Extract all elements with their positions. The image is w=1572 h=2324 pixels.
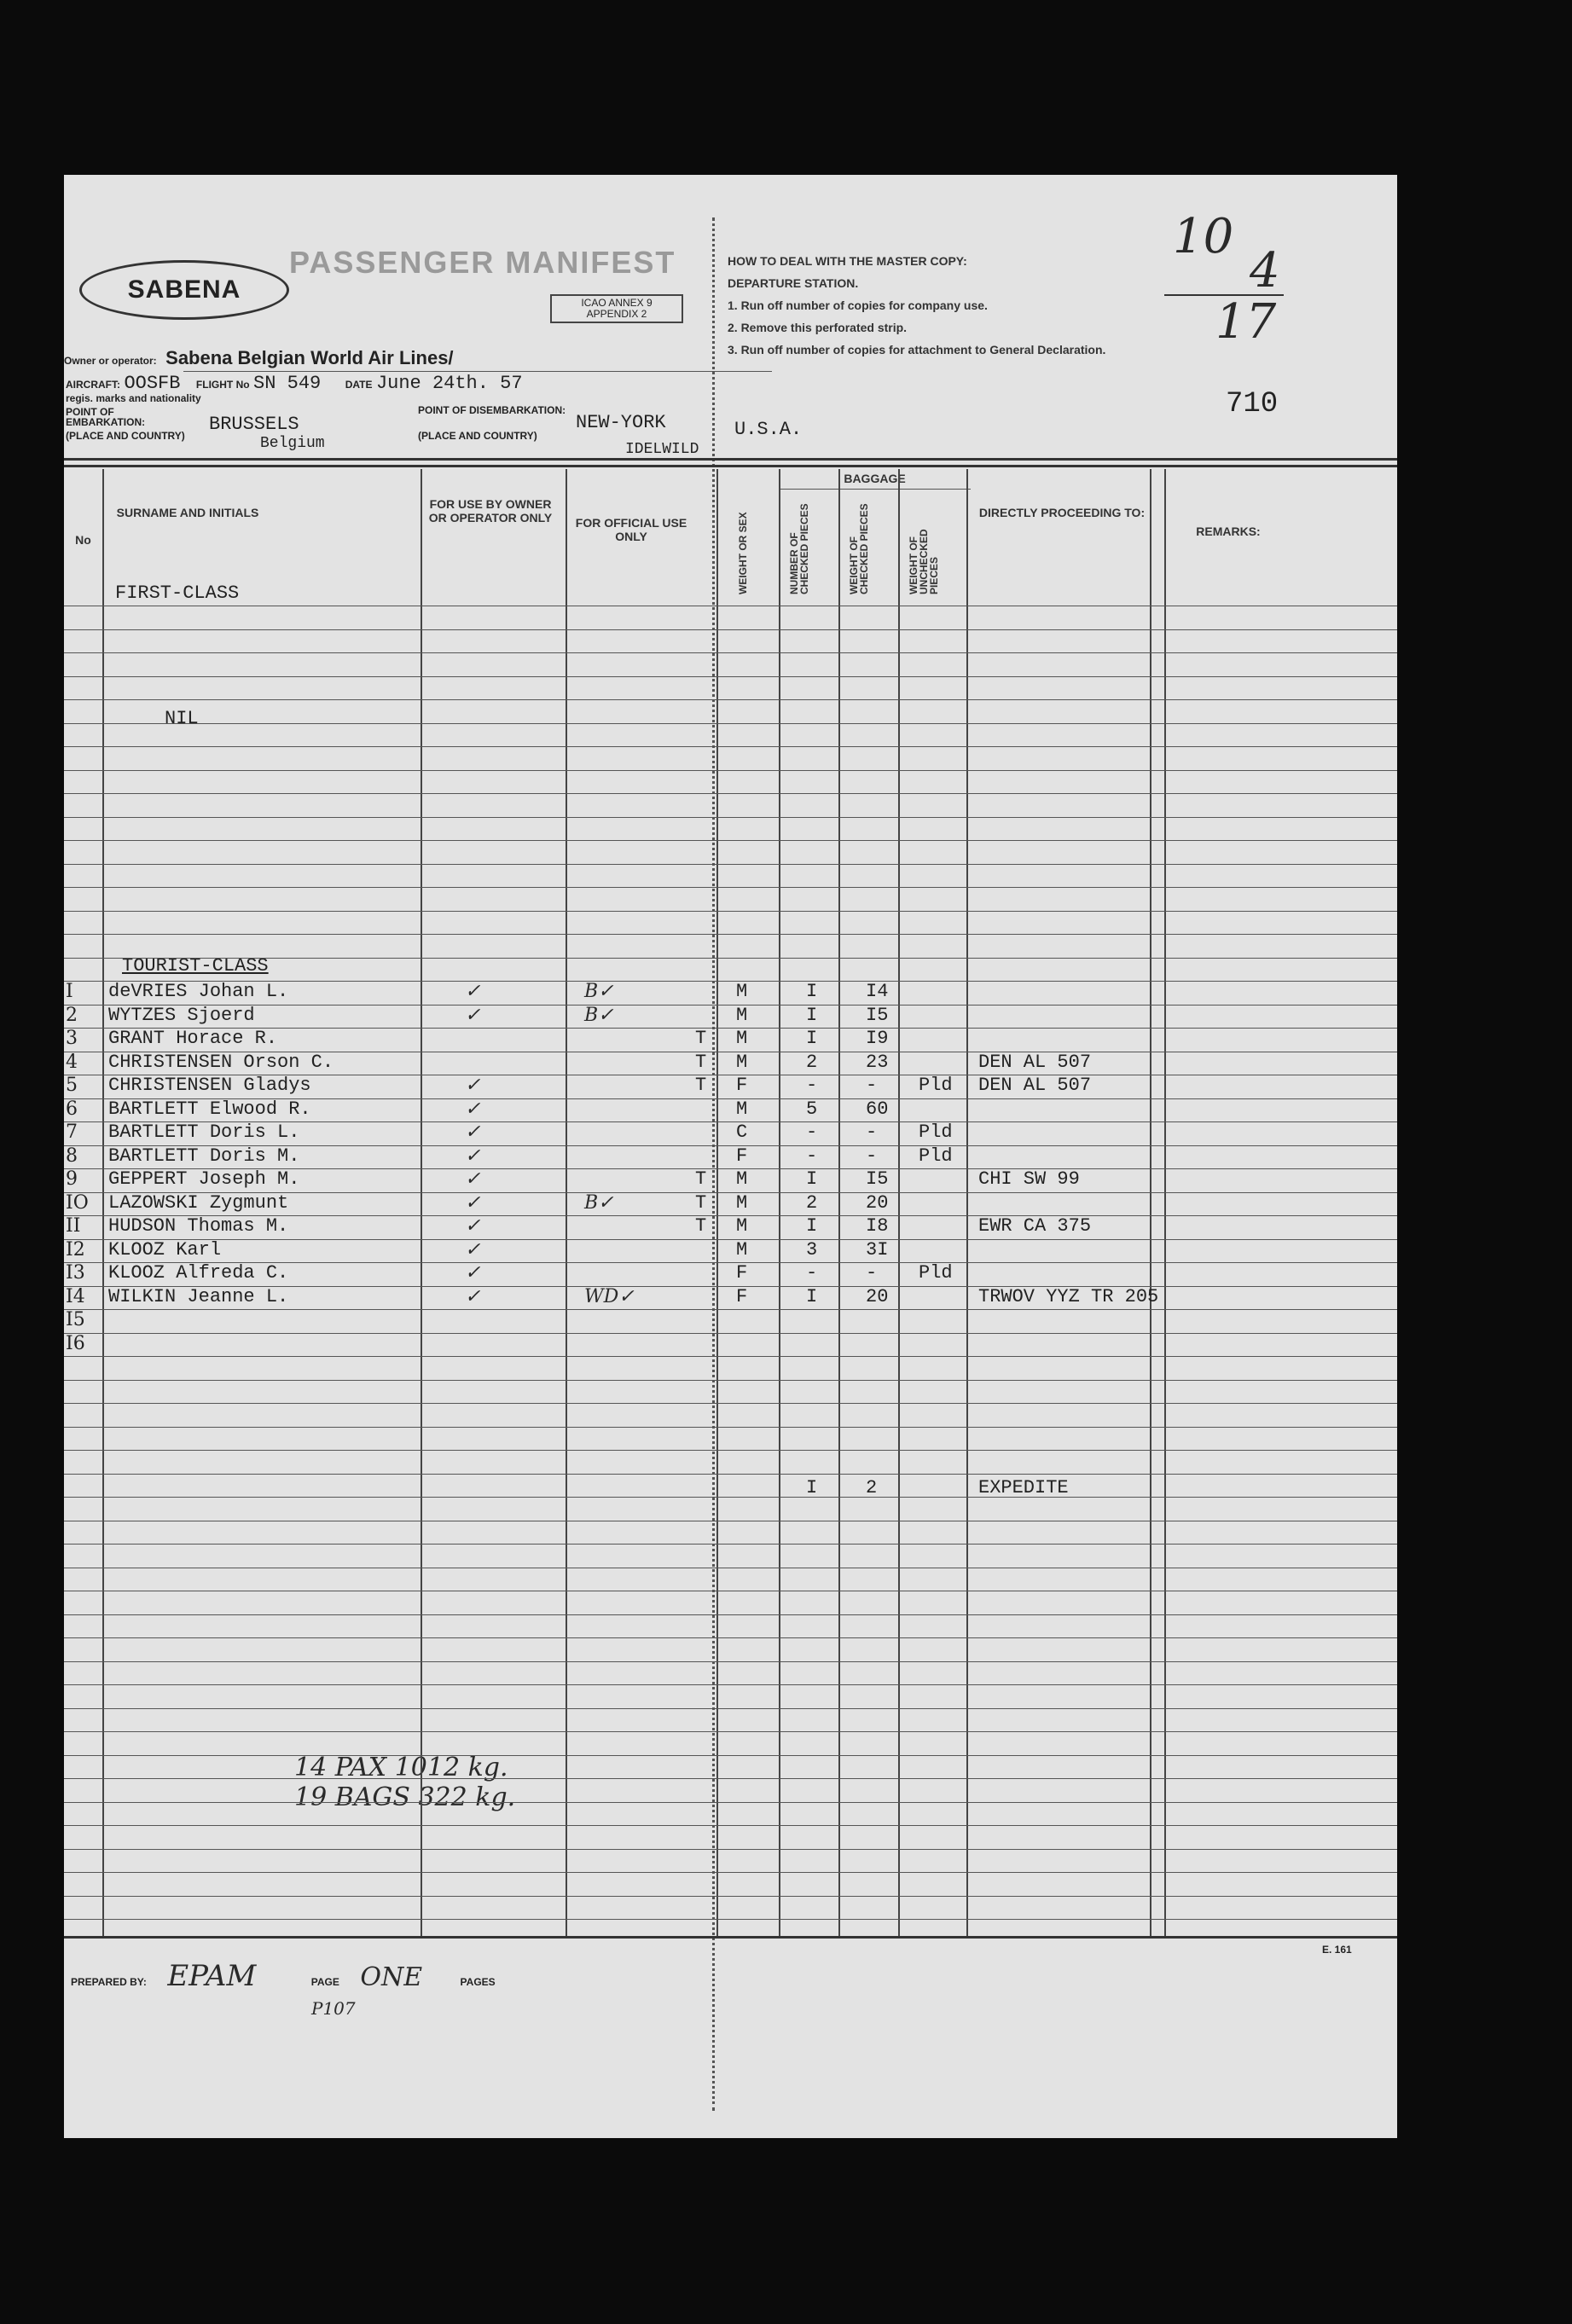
passenger-sex: C xyxy=(736,1121,748,1143)
passenger-sex: M xyxy=(736,1215,748,1237)
prepared-by-value: EPAM xyxy=(167,1959,257,1993)
form-title: PASSENGER MANIFEST xyxy=(289,245,676,280)
owner-check: ✓ xyxy=(465,1215,481,1237)
checked-count: - xyxy=(806,1145,818,1167)
checked-count: I xyxy=(806,1168,818,1190)
owner-value: Sabena Belgian World Air Lines/ xyxy=(165,347,454,368)
checked-count: 2 xyxy=(806,1192,818,1214)
passenger-sex: M xyxy=(736,981,748,1002)
owner-check: ✓ xyxy=(465,981,481,1002)
class-tag: T xyxy=(695,1168,707,1190)
handwritten-4: 4 xyxy=(1250,243,1280,298)
col-baggage-header: BAGGAGE xyxy=(844,472,906,485)
destination: DEN AL 507 xyxy=(978,1052,1092,1073)
total-bags: 19 BAGS 322 kg. xyxy=(294,1782,516,1812)
row-number: 2 xyxy=(66,1005,78,1026)
passenger-name: WILKIN Jeanne L. xyxy=(108,1286,289,1307)
passenger-sex: M xyxy=(736,1192,748,1214)
passenger-sex: F xyxy=(736,1075,748,1096)
manifest-sheet: SABENA PASSENGER MANIFEST ICAO ANNEX 9 APPENDIX 2 Owner or operator: Sabena Belgian World Air Lines/ AIRCRAFT: OOSFB FLIGHT No SN 549 DATE June 24th. 57 regis. marks and nationality POINT OF EMBARKATION: BRUSSELS (PLACE AND COUNTRY) Belgium POINT OF DISEMBARKATION: NEW-YORK (PLACE AND COUNTRY) IDELWILD U.S.A. HOW TO DEAL WITH THE MASTER COPY: DEPARTURE STATION. 1. Run off number of copies for company use. 2. Remove this perforated strip. 3. Run off number of copies for attachment to General Declaration. 10 4 17 710 No SURNAME AND INITIALS FOR USE BY OWNER OR OPERATOR ONLY FOR OFFICIAL USE ONLY WEIGHT OR SEX BAGGAGE NUMBER OF CHECKED PIECES WEIGHT OF CHECKED PIECES WEIGHT OF UNCHECKED PIECES DIRECTLY PROCEEDING TO: REMARKS: FIRST-CLASS NIL TOURIST-CLASS I 2 EXPEDITE 14 PAX 1012 kg. 19 BAGS 322 kg. PREPARED BY: EPAM PAGE ONE PAGES P107 E. 161 I deVRIES Johan L. ✓ B✓ M I I4 2 WYTZES Sjoerd ✓ B✓ M I I5 3 GRANT Horace R. T M I I9 4 CHRISTENSEN Orson C. T M 2 23 DEN AL 507 5 CHRISTENSEN Gladys ✓ T F - - Pld DEN AL 507 6 BARTLETT Elwood R. ✓ M 5 60 7 BARTLETT Doris L. ✓ C - - Pld 8 BARTLETT Doris M. ✓ F - - Pld 9 GEPPERT Joseph M. ✓ T M I I5 CHI SW 99 IO LAZOWSKI Zygmunt ✓ B✓ T M 2 20 II HUDSON Thomas M. ✓ T M I I8 EWR CA 375 I2 KLOOZ Karl ✓ M 3 3I I3 KLOOZ Alfreda C. ✓ F - - Pld I4 WILKIN Jeanne L. ✓ WD✓ F I 20 TRWOV YYZ TR 205 I5 I6 xyxy=(64,175,1397,2138)
copy-instructions: HOW TO DEAL WITH THE MASTER COPY: DEPARTURE STATION. 1. Run off number of copies for company use. 2. Remove this perforated strip. 3. Run off number of copies for attachment to General Declaration. xyxy=(728,254,1106,356)
icao-box: ICAO ANNEX 9 APPENDIX 2 xyxy=(550,294,683,323)
destination: EWR CA 375 xyxy=(978,1215,1092,1237)
owner-row: Owner or operator: Sabena Belgian World Air Lines/ xyxy=(64,347,454,368)
owner-check: ✓ xyxy=(465,1262,481,1284)
official-check: WD✓ xyxy=(584,1286,635,1307)
owner-check: ✓ xyxy=(465,1192,481,1214)
owner-check: ✓ xyxy=(465,1286,481,1307)
checked-weight: - xyxy=(866,1121,878,1143)
checked-weight: - xyxy=(866,1145,878,1167)
owner-check: ✓ xyxy=(465,1098,481,1120)
passenger-name: KLOOZ Alfreda C. xyxy=(108,1262,289,1284)
checked-weight: 20 xyxy=(866,1192,889,1214)
owner-check: ✓ xyxy=(465,1121,481,1143)
date-value: June 24th. 57 xyxy=(375,373,523,394)
row-number: I5 xyxy=(66,1309,85,1330)
checked-count: - xyxy=(806,1075,818,1096)
col-official-header: FOR OFFICIAL USE ONLY xyxy=(575,516,687,543)
passenger-name: LAZOWSKI Zygmunt xyxy=(108,1192,289,1214)
footer: PREPARED BY: EPAM PAGE ONE PAGES xyxy=(71,1959,496,1993)
checked-weight: I9 xyxy=(866,1028,889,1049)
checked-count: I xyxy=(806,1005,818,1026)
row-number: 7 xyxy=(66,1121,78,1143)
checked-weight: 60 xyxy=(866,1098,889,1120)
row-number: I2 xyxy=(66,1239,85,1261)
checked-weight: 23 xyxy=(866,1052,889,1073)
extra-destination: EXPEDITE xyxy=(978,1477,1069,1498)
row-number: II xyxy=(66,1215,81,1237)
passenger-name: GRANT Horace R. xyxy=(108,1028,278,1049)
class-tag: T xyxy=(695,1028,707,1049)
unchecked-weight: Pld xyxy=(919,1145,953,1167)
destination: CHI SW 99 xyxy=(978,1168,1080,1190)
row-number: I6 xyxy=(66,1333,85,1354)
passenger-sex: M xyxy=(736,1098,748,1120)
passenger-sex: F xyxy=(736,1145,748,1167)
perforation-line xyxy=(712,217,715,2111)
form-code: E. 161 xyxy=(1322,1944,1352,1956)
checked-weight: I5 xyxy=(866,1005,889,1026)
destination: TRWOV YYZ TR 205 xyxy=(978,1286,1159,1307)
checked-count: I xyxy=(806,1215,818,1237)
checked-count: 3 xyxy=(806,1239,818,1261)
passenger-sex: M xyxy=(736,1005,748,1026)
official-check: B✓ xyxy=(584,981,614,1002)
col-proceeding-header: DIRECTLY PROCEEDING TO: xyxy=(978,506,1146,519)
row-number: 8 xyxy=(66,1145,78,1167)
passenger-name: KLOOZ Karl xyxy=(108,1239,222,1261)
total-pax: 14 PAX 1012 kg. xyxy=(294,1753,508,1782)
checked-count: I xyxy=(806,1286,818,1307)
signature-note: P107 xyxy=(311,1998,356,2019)
checked-count: I xyxy=(806,1028,818,1049)
unchecked-weight: Pld xyxy=(919,1121,953,1143)
checked-weight: 3I xyxy=(866,1239,889,1261)
flight-value: SN 549 xyxy=(253,373,322,394)
checked-weight: - xyxy=(866,1075,878,1096)
page-value: ONE xyxy=(360,1962,423,1992)
destination: DEN AL 507 xyxy=(978,1075,1092,1096)
col-remarks-header: REMARKS: xyxy=(1196,524,1261,538)
passenger-name: HUDSON Thomas M. xyxy=(108,1215,289,1237)
passenger-name: BARTLETT Doris L. xyxy=(108,1121,300,1143)
checked-count: I xyxy=(806,981,818,1002)
passenger-sex: M xyxy=(736,1168,748,1190)
checked-count: - xyxy=(806,1121,818,1143)
row-number: IO xyxy=(66,1192,89,1214)
passenger-sex: M xyxy=(736,1052,748,1073)
passenger-name: WYTZES Sjoerd xyxy=(108,1005,255,1026)
row-number: I xyxy=(66,981,73,1002)
col-checked-num-header: NUMBER OF CHECKED PIECES xyxy=(788,503,810,594)
handwritten-10: 10 xyxy=(1173,209,1234,264)
checked-count: 2 xyxy=(806,1052,818,1073)
disembark-country: U.S.A. xyxy=(734,419,803,440)
passenger-sex: F xyxy=(736,1262,748,1284)
passenger-name: BARTLETT Doris M. xyxy=(108,1145,300,1167)
first-class-label: FIRST-CLASS xyxy=(115,582,240,604)
embark-value: BRUSSELS xyxy=(209,414,299,435)
aircraft-row: AIRCRAFT: OOSFB FLIGHT No SN 549 DATE June 24th. 57 xyxy=(66,373,523,394)
passenger-name: CHRISTENSEN Gladys xyxy=(108,1075,311,1096)
col-owner-header: FOR USE BY OWNER OR OPERATOR ONLY xyxy=(428,497,553,524)
checked-weight: - xyxy=(866,1262,878,1284)
class-tag: T xyxy=(695,1192,707,1214)
owner-check: ✓ xyxy=(465,1005,481,1026)
row-number: I3 xyxy=(66,1262,85,1284)
checked-count: - xyxy=(806,1262,818,1284)
stamp-number: 710 xyxy=(1226,388,1279,420)
class-tag: T xyxy=(695,1215,707,1237)
sabena-logo: SABENA xyxy=(79,260,289,320)
extra-checked-count: I xyxy=(806,1477,818,1498)
passenger-name: deVRIES Johan L. xyxy=(108,981,289,1002)
checked-weight: I5 xyxy=(866,1168,889,1190)
checked-weight: I4 xyxy=(866,981,889,1002)
checked-weight: I8 xyxy=(866,1215,889,1237)
class-tag: T xyxy=(695,1052,707,1073)
row-number: 6 xyxy=(66,1098,78,1120)
passenger-name: CHRISTENSEN Orson C. xyxy=(108,1052,334,1073)
passenger-name: GEPPERT Joseph M. xyxy=(108,1168,300,1190)
row-number: I4 xyxy=(66,1286,85,1307)
unchecked-weight: Pld xyxy=(919,1075,953,1096)
passenger-sex: M xyxy=(736,1028,748,1049)
handwritten-17: 17 xyxy=(1215,294,1277,350)
col-no-header: No xyxy=(75,533,91,547)
passenger-name: BARTLETT Elwood R. xyxy=(108,1098,311,1120)
col-checked-wt-header: WEIGHT OF CHECKED PIECES xyxy=(848,503,870,594)
owner-check: ✓ xyxy=(465,1239,481,1261)
col-weight-sex-header: WEIGHT OR SEX xyxy=(737,512,749,594)
owner-check: ✓ xyxy=(465,1168,481,1190)
extra-checked-weight: 2 xyxy=(866,1477,878,1498)
passenger-sex: M xyxy=(736,1239,748,1261)
col-surname-header: SURNAME AND INITIALS xyxy=(116,506,259,519)
passenger-sex: F xyxy=(736,1286,748,1307)
row-number: 4 xyxy=(66,1052,78,1073)
aircraft-value: OOSFB xyxy=(124,373,181,394)
disembark-value: NEW-YORK xyxy=(576,412,666,433)
owner-check: ✓ xyxy=(465,1075,481,1096)
official-check: B✓ xyxy=(584,1005,614,1026)
checked-count: 5 xyxy=(806,1098,818,1120)
row-number: 3 xyxy=(66,1028,78,1049)
class-tag: T xyxy=(695,1075,707,1096)
row-number: 5 xyxy=(66,1075,78,1096)
checked-weight: 20 xyxy=(866,1286,889,1307)
tourist-class-label: TOURIST-CLASS xyxy=(122,955,269,977)
col-unchecked-wt-header: WEIGHT OF UNCHECKED PIECES xyxy=(908,529,940,594)
row-number: 9 xyxy=(66,1168,78,1190)
official-check: B✓ xyxy=(584,1192,614,1214)
owner-check: ✓ xyxy=(465,1145,481,1167)
first-class-nil: NIL xyxy=(165,708,199,729)
unchecked-weight: Pld xyxy=(919,1262,953,1284)
